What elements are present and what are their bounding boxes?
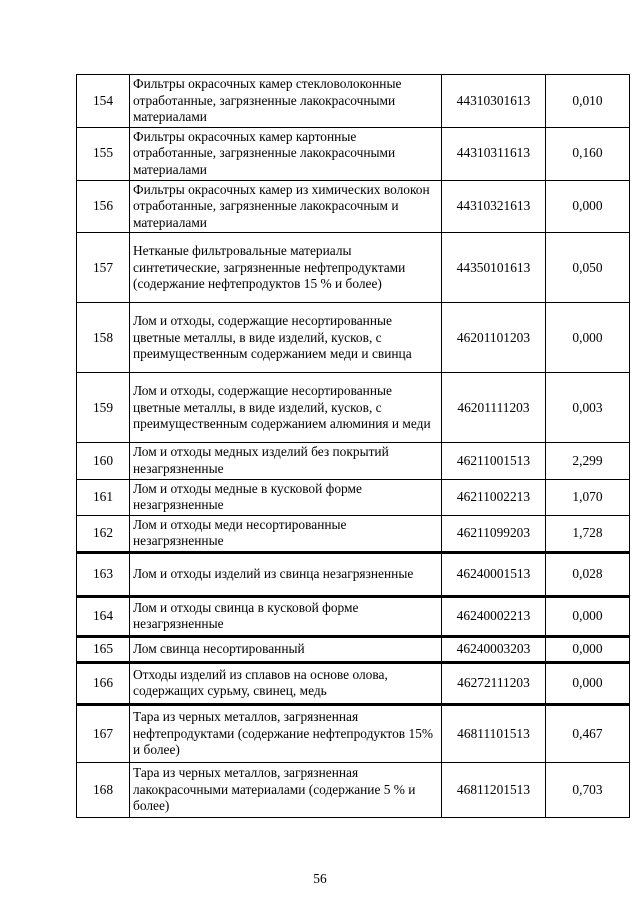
table-row [77, 180, 630, 233]
waste-name: Лом и отходы меди несортированные незагрязненные [130, 515, 442, 552]
table-row [77, 303, 630, 373]
table-row [77, 662, 630, 704]
waste-name: Фильтры окрасочных камер из химических волокон отработанные, загрязненные лакокрасочным и материалами [130, 180, 442, 233]
row-number: 164 [77, 596, 130, 636]
waste-code: 46211099203 [442, 515, 546, 552]
waste-amount: 0,703 [546, 762, 630, 817]
table-row [77, 704, 630, 762]
waste-table [76, 74, 630, 818]
waste-amount: 0,003 [546, 373, 630, 443]
waste-name: Лом и отходы медных изделий без покрытий незагрязненные [130, 443, 442, 479]
waste-code: 46811101513 [442, 704, 546, 762]
waste-amount: 0,010 [546, 75, 630, 128]
waste-amount: 0,000 [546, 303, 630, 373]
waste-amount: 0,050 [546, 233, 630, 303]
waste-name: Лом и отходы медные в кусковой форме незагрязненные [130, 479, 442, 515]
table-row [77, 762, 630, 817]
row-number: 168 [77, 762, 130, 817]
table-row [77, 443, 630, 479]
waste-name: Тара из черных металлов, загрязненная нефтепродуктами (содержание нефтепродуктов 15% и более) [130, 704, 442, 762]
waste-amount: 0,467 [546, 704, 630, 762]
row-number: 167 [77, 704, 130, 762]
waste-amount: 0,028 [546, 552, 630, 596]
table-row [77, 373, 630, 443]
waste-code: 44310301613 [442, 75, 546, 128]
row-number: 162 [77, 515, 130, 552]
waste-amount: 1,728 [546, 515, 630, 552]
table-row [77, 552, 630, 596]
waste-amount: 0,000 [546, 662, 630, 704]
table-row [77, 233, 630, 303]
waste-code: 44310311613 [442, 127, 546, 180]
waste-name: Фильтры окрасочных камер стекловолоконные отработанные, загрязненные лакокрасочными материалами [130, 75, 442, 128]
waste-amount: 0,160 [546, 127, 630, 180]
waste-name: Фильтры окрасочных камер картонные отработанные, загрязненные лакокрасочными материалами [130, 127, 442, 180]
waste-code: 46211001513 [442, 443, 546, 479]
row-number: 165 [77, 636, 130, 662]
row-number: 154 [77, 75, 130, 128]
waste-name: Отходы изделий из сплавов на основе олова, содержащих сурьму, свинец, медь [130, 662, 442, 704]
page-number: 56 [313, 871, 327, 886]
row-number: 163 [77, 552, 130, 596]
waste-amount: 2,299 [546, 443, 630, 479]
waste-code: 46201101203 [442, 303, 546, 373]
table-row [77, 127, 630, 180]
waste-name: Тара из черных металлов, загрязненная лакокрасочными материалами (содержание 5 % и более) [130, 762, 442, 817]
waste-name: Лом и отходы свинца в кусковой форме незагрязненные [130, 596, 442, 636]
row-number: 159 [77, 373, 130, 443]
waste-code: 46240002213 [442, 596, 546, 636]
table-row [77, 479, 630, 515]
waste-code: 46240003203 [442, 636, 546, 662]
waste-amount: 0,000 [546, 180, 630, 233]
row-number: 155 [77, 127, 130, 180]
waste-name: Лом и отходы изделий из свинца незагрязненные [130, 552, 442, 596]
waste-name: Лом свинца несортированный [130, 636, 442, 662]
row-number: 166 [77, 662, 130, 704]
waste-code: 46211002213 [442, 479, 546, 515]
waste-name: Нетканые фильтровальные материалы синтетические, загрязненные нефтепродуктами (содержание нефтепродуктов 15 % и более) [130, 233, 442, 303]
row-number: 161 [77, 479, 130, 515]
waste-amount: 1,070 [546, 479, 630, 515]
waste-name: Лом и отходы, содержащие несортированные цветные металлы, в виде изделий, кусков, с преимущественным содержанием меди и свинца [130, 303, 442, 373]
waste-code: 44310321613 [442, 180, 546, 233]
table-row [77, 636, 630, 662]
waste-code: 46811201513 [442, 762, 546, 817]
row-number: 160 [77, 443, 130, 479]
row-number: 158 [77, 303, 130, 373]
waste-amount: 0,000 [546, 596, 630, 636]
table-row [77, 515, 630, 552]
waste-code: 44350101613 [442, 233, 546, 303]
table-row [77, 75, 630, 128]
waste-name: Лом и отходы, содержащие несортированные цветные металлы, в виде изделий, кусков, с преимущественным содержанием алюминия и меди [130, 373, 442, 443]
row-number: 156 [77, 180, 130, 233]
row-number: 157 [77, 233, 130, 303]
waste-code: 46201111203 [442, 373, 546, 443]
waste-code: 46240001513 [442, 552, 546, 596]
waste-code: 46272111203 [442, 662, 546, 704]
waste-amount: 0,000 [546, 636, 630, 662]
table-row [77, 596, 630, 636]
